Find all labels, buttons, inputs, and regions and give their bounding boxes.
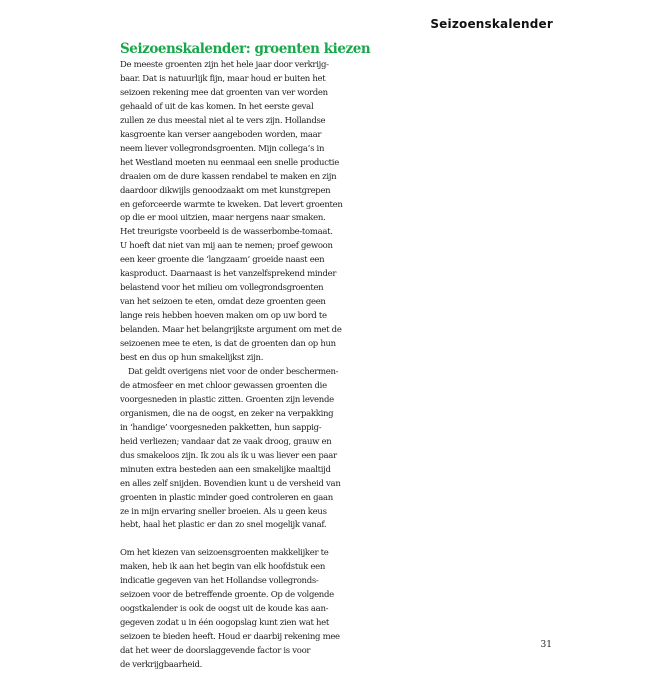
text-line: hebt, haal het plastic er dan zo snel mogelijk vanaf. [120, 520, 327, 531]
text-line: dus smakeloos zijn. Ik zou als ik u was liever een paar [120, 450, 337, 461]
text-line: oogstkalender is ook de oogst uit de koude kas aan- [120, 604, 329, 615]
text-line: seizoen te bieden heeft. Houd er daarbij rekening mee [120, 632, 340, 643]
text-line: kasgroente kan verser aangeboden worden, maar [120, 129, 322, 140]
text-line: organismen, die na de oogst, en zeker na verpakking [120, 408, 334, 419]
text-line: gehaald of uit de kas komen. In het eerste geval [120, 101, 314, 112]
text-line: indicatie gegeven van het Hollandse vollegronds- [120, 576, 319, 587]
text-line: U hoeft dat niet van mij aan te nemen; proef gewoon [120, 241, 333, 252]
text-line: van het seizoen te eten, omdat deze groenten geen [120, 297, 326, 308]
text-line: zullen ze dus meestal niet al te vers zijn. Hollandse [120, 115, 326, 126]
text-line: gegeven zodat u in één oogopslag kunt zien wat het [120, 618, 330, 629]
text-line: belanden. Maar het belangrijkste argument om met de [120, 325, 342, 336]
text-line: de verkrijgbaarheid. [120, 660, 203, 671]
article [120, 40, 371, 673]
text-line: lange reis hebben hoeven maken om op uw bord te [120, 311, 327, 322]
text-line: Om het kiezen van seizoensgroenten makkelijker te [120, 548, 329, 559]
body-paragraph [120, 59, 352, 366]
body-paragraph [120, 366, 352, 533]
text-line: de atmosfeer en met chloor gewassen groenten die [120, 380, 327, 391]
text-line: seizoenen mee te eten, is dat de groenten dan op hun [120, 339, 336, 350]
text-line: seizoen voor de betreffende groente. Op de volgende [120, 590, 334, 601]
text-line: in ‘handige’ voorgesneden pakketten, hun sappig- [120, 422, 322, 433]
text-line: maken, heb ik aan het begin van elk hoofdstuk een [120, 562, 326, 573]
text-line: Dat geldt overigens niet voor de onder beschermen- [128, 366, 339, 377]
text-line: draaien om de dure kassen rendabel te maken en zijn [120, 171, 337, 182]
paragraph-gap [120, 533, 352, 547]
body-paragraph [120, 547, 352, 673]
text-line: belastend voor het milieu om vollegrondsgroenten [120, 283, 324, 294]
text-line: dat het weer de doorslaggevende factor is voor [120, 646, 311, 657]
text-line: kasproduct. Daarnaast is het vanzelfsprekend minder [120, 269, 337, 280]
text-line: best en dus op hun smakelijkst zijn. [120, 353, 264, 364]
text-line: minuten extra besteden aan een smakelijke maaltijd [120, 464, 331, 475]
text-line: voorgesneden in plastic zitten. Groenten zijn levende [120, 394, 334, 405]
text-line: groenten in plastic minder goed controleren en gaan [120, 492, 333, 503]
article-body [120, 59, 352, 673]
text-line: heid verliezen; vandaar dat ze vaak droog, grauw en [120, 436, 332, 447]
text-line: ze in mijn ervaring sneller broeien. Als u geen keus [120, 506, 327, 517]
text-line: De meeste groenten zijn het hele jaar door verkrijg- [120, 60, 329, 70]
text-line: het Westland moeten nu eenmaal een snelle productie [120, 157, 339, 168]
text-line: op die er mooi uitzien, maar nergens naar smaken. [120, 213, 326, 224]
running-head: Seizoenskalender [430, 17, 553, 31]
text-line: Het treurigste voorbeeld is de wasserbombe-tomaat. [120, 227, 333, 238]
text-line: seizoen rekening mee dat groenten van ver worden [120, 87, 328, 98]
text-line: baar. Dat is natuurlijk fijn, maar houd er buiten het [120, 73, 326, 84]
text-line: een keer groente die ‘langzaam’ groeide naast een [120, 255, 325, 266]
text-line: en alles zelf snijden. Bovendien kunt u de versheid van [120, 478, 341, 489]
text-line: daardoor dikwijls genoodzaakt om met kunstgrepen [120, 185, 331, 196]
text-line: neem liever vollegrondsgroenten. Mijn collega’s in [120, 143, 325, 154]
article-heading: Seizoenskalender: groenten kiezen [120, 41, 371, 57]
text-line: en geforceerde warmte te kweken. Dat levert groenten [120, 199, 343, 210]
page-number: 31 [540, 640, 552, 650]
